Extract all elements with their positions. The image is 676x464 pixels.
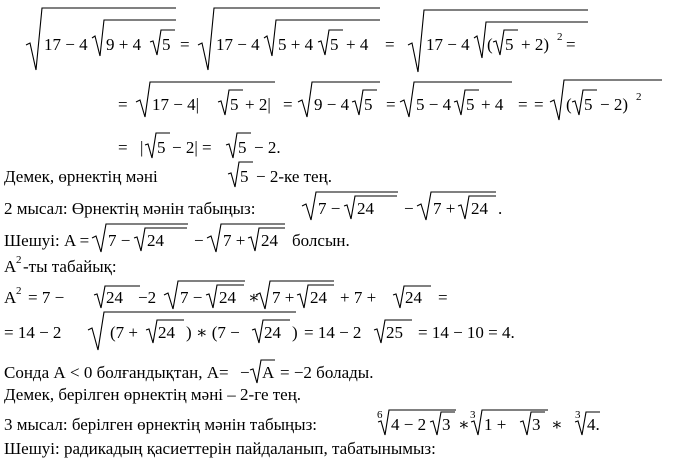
text: 5 [584, 95, 593, 114]
line1-expr1 [26, 8, 190, 70]
text: + 4 [346, 35, 369, 54]
text: 24 [264, 323, 281, 342]
text: = −2 болады. [280, 363, 374, 382]
square-find [4, 254, 117, 276]
text: = [566, 35, 576, 54]
text: 24 [471, 199, 488, 218]
then-line [4, 360, 373, 383]
text: 2 мысал: Өрнектің мәнін табыңыз: [4, 199, 256, 218]
text: 7 + [433, 199, 456, 218]
text: ) ∗ (7 − [186, 323, 240, 342]
text: = [118, 95, 128, 114]
text: 24 [106, 288, 123, 307]
text: ∗ [458, 415, 470, 434]
text: 24 [310, 288, 327, 307]
text: болсын. [292, 231, 350, 250]
text: . [498, 199, 503, 218]
text: 3 [470, 409, 476, 421]
text: 2 [636, 91, 642, 103]
text: 17 − 4 [426, 35, 470, 54]
line3 [118, 133, 281, 158]
text: 4. [587, 415, 600, 434]
text: 2 [16, 254, 22, 266]
text: 3 мысал: берілген өрнектің мәнін табыңыз: [4, 415, 318, 434]
text: 9 + 4 [106, 35, 142, 54]
text: 24 [147, 231, 164, 250]
text: 2 [557, 31, 563, 43]
text: 17 − 4 [44, 35, 88, 54]
text: 5 [157, 138, 166, 157]
text: 5 [230, 95, 239, 114]
text: = [534, 95, 544, 114]
text: Сонда A [4, 363, 66, 382]
expansion-line-2 [4, 312, 515, 350]
text: − 2-ке тең. [256, 167, 332, 186]
text: 7 − [108, 231, 131, 250]
line1-expr3 [408, 10, 588, 72]
text: 25 [386, 323, 403, 342]
solution-2 [4, 224, 350, 252]
text: = 7 − [28, 288, 65, 307]
text: 24 [357, 199, 374, 218]
text: A [4, 288, 17, 307]
text: < 0 болғандықтан, A= [70, 363, 229, 382]
text: + 7 + [340, 288, 377, 307]
solution-3: Шешуі: радикадың қасиеттерін пайдаланып, табатынымыз: [4, 439, 436, 458]
text: = 14 − 2 [4, 323, 62, 342]
text: = [118, 138, 128, 157]
text: 24 [219, 288, 236, 307]
text: = [518, 95, 528, 114]
text: -ты табайық: [23, 257, 117, 276]
text: ( [487, 35, 493, 54]
text: 5 [466, 95, 475, 114]
text: 24 [405, 288, 422, 307]
text: 3 [532, 415, 541, 434]
text: 3 [575, 409, 581, 421]
text: 5 [330, 35, 339, 54]
text: 17 − 4 [216, 35, 260, 54]
text: + 2) [521, 35, 549, 54]
text: ∗ [551, 415, 563, 434]
text: = 14 − 10 = 4. [418, 323, 515, 342]
text: −2 [138, 288, 157, 307]
text: 5 [162, 35, 171, 54]
example-2 [4, 192, 502, 220]
text: ( [566, 95, 572, 114]
text: A [262, 363, 275, 382]
demek-line-1 [4, 162, 332, 187]
text: = [438, 288, 448, 307]
text: = [385, 35, 395, 54]
text: 24 [261, 231, 278, 250]
text: 7 − [180, 288, 203, 307]
text: = 14 − 2 [304, 323, 362, 342]
text: ) [292, 323, 298, 342]
text: (7 + [110, 323, 138, 342]
text: + 2| [245, 95, 271, 114]
text: 1 + [484, 415, 507, 434]
text: ∗ [248, 288, 260, 307]
text: = [180, 35, 190, 54]
text: − [404, 199, 414, 218]
text: − 2| = [172, 138, 212, 157]
text: = [283, 95, 293, 114]
text: 4 − 2 [391, 415, 427, 434]
text: 5 [238, 138, 247, 157]
demek-line-2: Демек, берілген өрнектің мәні – 2-ге тең. [4, 385, 302, 404]
text: − [240, 363, 250, 382]
line2 [118, 80, 662, 120]
text: − [194, 231, 204, 250]
text: 5 [240, 167, 249, 186]
text: 24 [158, 323, 175, 342]
text: 7 + [223, 231, 246, 250]
text: Демек, өрнектің мәні [4, 167, 158, 186]
text: − 2) [600, 95, 628, 114]
text: 3 [442, 415, 451, 434]
line1-expr2 [198, 8, 395, 70]
text: − 2. [254, 138, 281, 157]
text: 9 − 4 [314, 95, 350, 114]
expansion-line-1 [4, 281, 448, 309]
text: 7 − [318, 199, 341, 218]
text: 5 [364, 95, 373, 114]
text: = [386, 95, 396, 114]
text: 2 [16, 285, 22, 297]
text: + 4 [481, 95, 504, 114]
text: 5 [505, 35, 514, 54]
text: | [140, 138, 144, 157]
example-3 [4, 409, 600, 435]
text: 17 − 4| [152, 95, 199, 114]
text: 7 + [272, 288, 295, 307]
text: 6 [377, 409, 383, 421]
text: A [4, 257, 17, 276]
text: Шешуі: A = [4, 231, 90, 250]
text: 5 + 4 [278, 35, 314, 54]
text: 5 − 4 [416, 95, 452, 114]
